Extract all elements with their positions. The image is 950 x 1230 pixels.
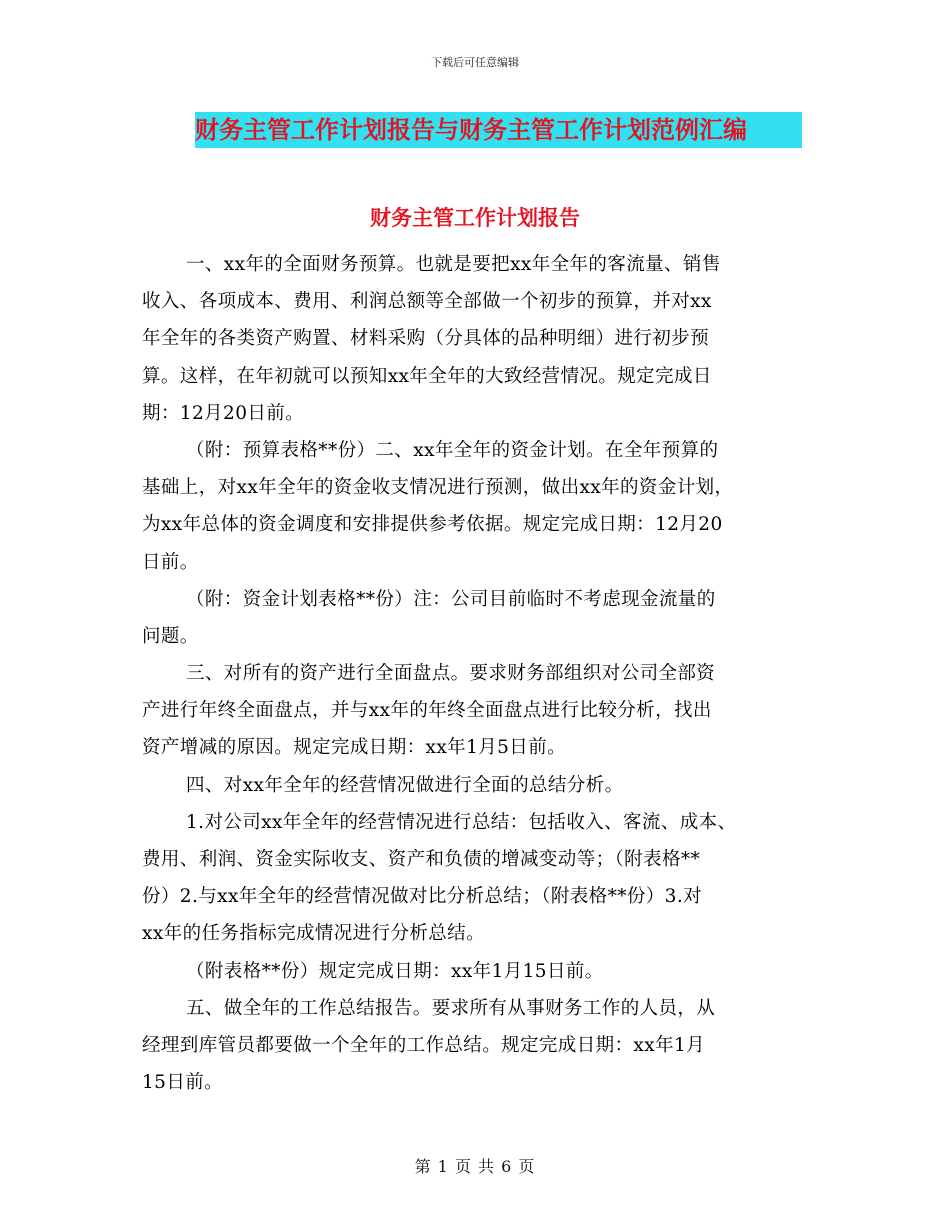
body-text [142, 246, 822, 1101]
text-line: 四、对xx年全年的经营情况做进行全面的总结分析。 [186, 774, 624, 796]
text-line: 基础上，对xx年全年的资金收支情况进行预测，做出xx年的资金计划， [142, 477, 734, 499]
text-line: 产进行年终全面盘点，并与xx年的年终全面盘点进行比较分析，找出 [142, 700, 712, 722]
page-footer: 第 1 页 共 6 页 [414, 1157, 536, 1176]
text-line: 五、做全年的工作总结报告。要求所有从事财务工作的人员，从 [186, 997, 716, 1019]
text-line: 一、xx年的全面财务预算。也就是要把xx年全年的客流量、销售 [186, 254, 721, 275]
main-title: 财务主管工作计划报告与财务主管工作计划范例汇编 [195, 112, 802, 148]
text-line: （附：预算表格**份）二、xx年全年的资金计划。在全年预算的 [186, 439, 719, 461]
text-line: 日前。 [142, 551, 199, 573]
text-line: （附表格**份）规定完成日期：xx年1月15日前。 [186, 960, 604, 982]
text-line: 15日前。 [142, 1072, 224, 1094]
text-line: 问题。 [142, 625, 199, 647]
text-line: 资产增减的原因。规定完成日期：xx年1月5日前。 [142, 737, 567, 759]
text-line: 份）2.与xx年全年的经营情况做对比分析总结；（附表格**份）3.对 [142, 886, 703, 908]
text-line: 三、对所有的资产进行全面盘点。要求财务部组织对公司全部资 [186, 663, 716, 685]
text-line: 1.对公司xx年全年的经营情况进行总结：包括收入、客流、成本、 [186, 811, 737, 833]
text-line: 算。这样，在年初就可以预知xx年全年的大致经营情况。规定完成日 [142, 365, 712, 387]
text-line: 年全年的各类资产购置、材料采购（分具体的品种明细）进行初步预 [142, 328, 710, 350]
page-header-note: 下载后可任意编辑 [431, 56, 519, 69]
section-title: 财务主管工作计划报告 [370, 206, 580, 230]
text-line: 收入、各项成本、费用、利润总额等全部做一个初步的预算，并对xx [142, 291, 712, 313]
text-line: 费用、利润、资金实际收支、资产和负债的增减变动等；（附表格** [142, 849, 701, 870]
text-line: 为xx年总体的资金调度和安排提供参考依据。规定完成日期：12月20 [142, 514, 723, 536]
text-line: 经理到库管员都要做一个全年的工作总结。规定完成日期：xx年1月 [142, 1034, 706, 1056]
text-line: （附：资金计划表格**份）注：公司目前临时不考虑现金流量的 [186, 588, 716, 610]
text-line: xx年的任务指标完成情况进行分析总结。 [142, 923, 485, 945]
text-line: 期：12月20日前。 [142, 402, 305, 424]
